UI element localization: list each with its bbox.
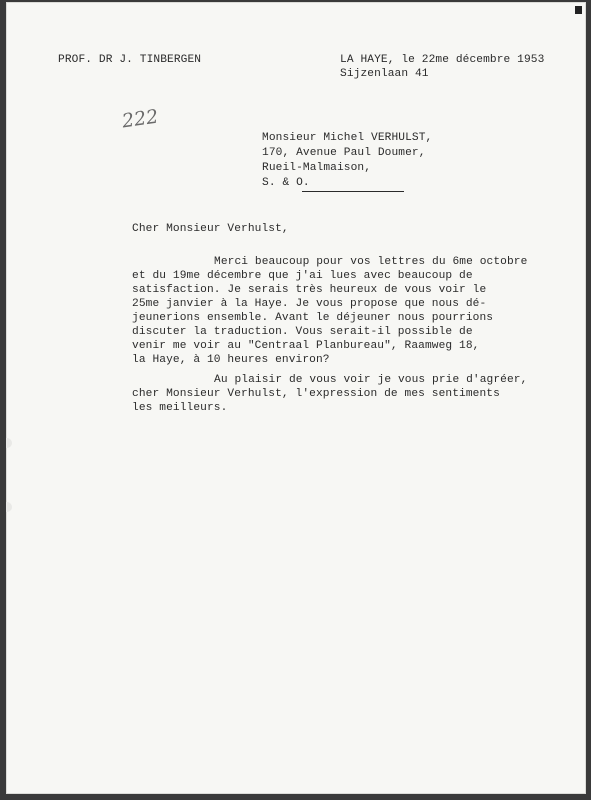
recipient-name: Monsieur Michel VERHULST, — [262, 132, 433, 144]
recipient-street: 170, Avenue Paul Doumer, — [262, 147, 426, 159]
body-line: jeunerions ensemble. Avant le déjeuner nous pourrions — [132, 312, 494, 324]
recipient-department: S. & O. — [262, 177, 310, 189]
sender-street: Sijzenlaan 41 — [340, 68, 429, 80]
closing-line: les meilleurs. — [132, 402, 228, 414]
punch-hole-mark — [6, 438, 12, 448]
corner-mark — [575, 6, 582, 14]
body-line: satisfaction. Je serais très heureux de vous voir le — [132, 284, 487, 296]
closing-line: Au plaisir de vous voir je vous prie d'agréer, — [214, 374, 528, 386]
body-line: 25me janvier à la Haye. Je vous propose que nous dé- — [132, 298, 487, 310]
letter-page — [6, 2, 586, 794]
body-line: la Haye, à 10 heures environ? — [132, 354, 330, 366]
recipient-city: Rueil-Malmaison, — [262, 162, 372, 174]
sender-name: PROF. DR J. TINBERGEN — [58, 54, 202, 66]
body-line: et du 19me décembre que j'ai lues avec beaucoup de — [132, 270, 473, 282]
closing-line: cher Monsieur Verhulst, l'expression de mes sentiments — [132, 388, 500, 400]
body-line: Merci beaucoup pour vos lettres du 6me octobre — [214, 256, 528, 268]
body-line: venir me voir au "Centraal Planbureau", Raamweg 18, — [132, 340, 480, 352]
punch-hole-mark — [6, 502, 12, 512]
date-line: LA HAYE, le 22me décembre 1953 — [340, 54, 545, 66]
handwritten-number: 222 — [120, 105, 160, 133]
salutation: Cher Monsieur Verhulst, — [132, 223, 289, 235]
address-underline — [302, 191, 404, 192]
body-line: discuter la traduction. Vous serait-il possible de — [132, 326, 473, 338]
